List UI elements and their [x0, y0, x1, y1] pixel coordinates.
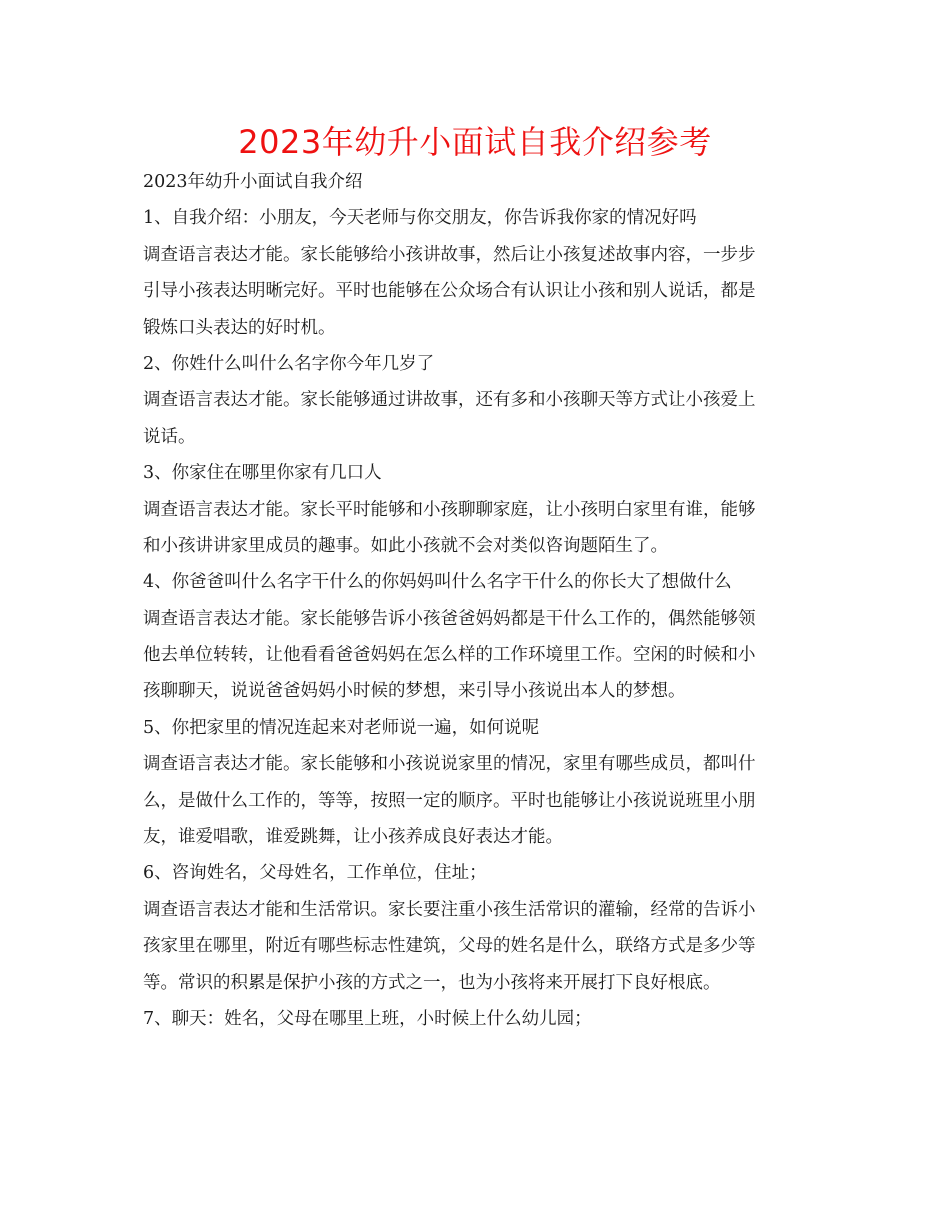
- subtitle-line: 2023年幼升小面试自我介绍: [143, 172, 363, 192]
- paragraph-line: 引导小孩表达明晰完好。平时也能够在公众场合有认识让小孩和别人说话，都是: [143, 281, 756, 302]
- paragraph-line: 锻炼口头表达的好时机。: [143, 317, 336, 338]
- paragraph-line: 调查语言表达才能。家长能够告诉小孩爸爸妈妈都是干什么工作的，偶然能够领: [143, 608, 756, 629]
- paragraph-line: 调查语言表达才能。家长能够给小孩讲故事，然后让小孩复述故事内容，一步步: [143, 244, 756, 265]
- question-6: 6、咨询姓名，父母姓名，工作单位，住址；: [143, 863, 487, 884]
- paragraph-line: 孩聊聊天，说说爸爸妈妈小时候的梦想，来引导小孩说出本人的梦想。: [143, 681, 686, 702]
- question-5: 5、你把家里的情况连起来对老师说一遍，如何说呢: [143, 717, 540, 738]
- paragraph-line: 调查语言表达才能。家长平时能够和小孩聊聊家庭，让小孩明白家里有谁，能够: [143, 499, 756, 520]
- paragraph-line: 等。常识的积累是保护小孩的方式之一，也为小孩将来开展打下良好根底。: [143, 972, 721, 993]
- question-7: 7、聊天：姓名，父母在哪里上班，小时候上什么幼儿园；: [143, 1008, 592, 1029]
- paragraph-line: 孩家里在哪里，附近有哪些标志性建筑，父母的姓名是什么，联络方式是多少等: [143, 936, 756, 957]
- question-3: 3、你家住在哪里你家有几口人: [143, 463, 382, 484]
- paragraph-line: 和小孩讲讲家里成员的趣事。如此小孩就不会对类似咨询题陌生了。: [143, 535, 668, 556]
- document-title: 2023年幼升小面试自我介绍参考: [238, 123, 712, 161]
- question-2: 2、你姓什么叫什么名字你今年几岁了: [143, 353, 435, 374]
- question-1: 1、自我介绍：小朋友，今天老师与你交朋友，你告诉我你家的情况好吗: [143, 208, 697, 229]
- paragraph-line: 么，是做什么工作的，等等，按照一定的顺序。平时也能够让小孩说说班里小朋: [143, 790, 756, 811]
- paragraph-line: 他去单位转转，让他看看爸爸妈妈在怎么样的工作环境里工作。空闲的时候和小: [143, 645, 756, 666]
- document-body: [143, 164, 807, 1037]
- paragraph-line: 调查语言表达才能。家长能够通过讲故事，还有多和小孩聊天等方式让小孩爱上: [143, 390, 756, 411]
- question-4: 4、你爸爸叫什么名字干什么的你妈妈叫什么名字干什么的你长大了想做什么: [143, 572, 732, 593]
- paragraph-line: 友，谁爱唱歌，谁爱跳舞，让小孩养成良好表达才能。: [143, 827, 563, 848]
- paragraph-line: 调查语言表达才能和生活常识。家长要注重小孩生活常识的灌输，经常的告诉小: [143, 899, 756, 920]
- paragraph-line: 调查语言表达才能。家长能够和小孩说说家里的情况，家里有哪些成员，都叫什: [143, 754, 756, 775]
- paragraph-line: 说话。: [143, 426, 196, 447]
